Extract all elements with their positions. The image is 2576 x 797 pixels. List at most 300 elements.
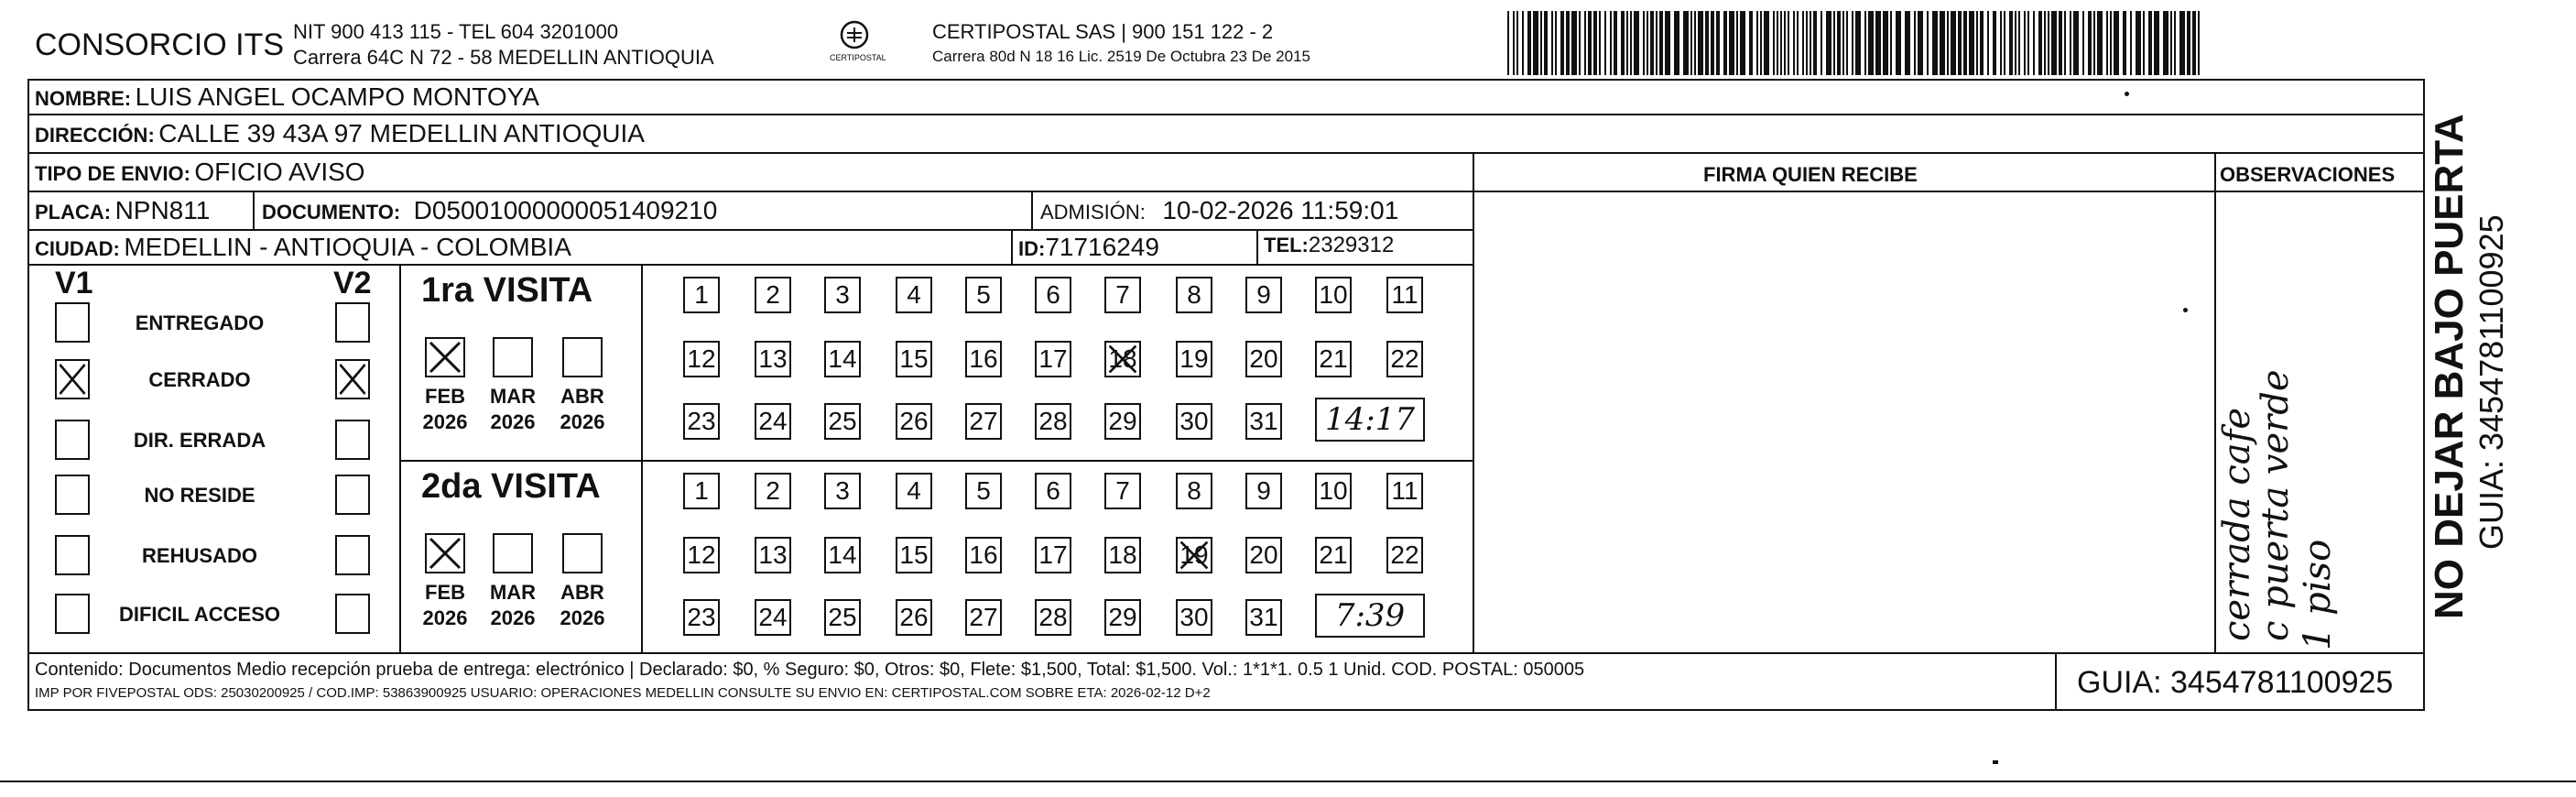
month-checkbox[interactable]: [562, 337, 603, 377]
day-number: 5: [976, 280, 991, 309]
barcode-bar: [1793, 11, 1795, 75]
barcode-bar: [1784, 11, 1786, 75]
barcode-bar: [2097, 11, 2103, 75]
id-value: 71716249: [1045, 233, 1159, 261]
company-name: CONSORCIO ITS: [35, 27, 285, 62]
barcode-bar: [1980, 11, 1984, 75]
day-box[interactable]: [965, 473, 1002, 509]
barcode-bar: [1846, 11, 1848, 75]
day-box[interactable]: [896, 341, 932, 377]
day-number: 27: [969, 407, 998, 435]
day-box[interactable]: [1176, 473, 1212, 509]
day-number: 3: [835, 476, 850, 505]
day-number: 26: [899, 407, 929, 435]
barcode-bar: [2059, 11, 2062, 75]
day-box[interactable]: [683, 599, 720, 636]
barcode-bar: [1940, 11, 1945, 75]
day-box[interactable]: [824, 599, 861, 636]
day-number: 3: [835, 280, 850, 309]
barcode-bar: [1634, 11, 1639, 75]
day-box[interactable]: [1104, 341, 1141, 377]
year-label: 2026: [490, 606, 536, 629]
day-number: 20: [1249, 344, 1278, 373]
barcode-bar: [2064, 11, 2066, 75]
barcode-bar: [1540, 11, 1542, 75]
barcode-bar: [1621, 11, 1625, 75]
barcode-bar: [1932, 11, 1938, 75]
day-number: 31: [1249, 603, 1278, 631]
visit-row-divider: [399, 460, 1474, 462]
barcode-bar: [1683, 11, 1689, 75]
day-number: 23: [687, 603, 716, 631]
placa-label: PLACA:: [35, 201, 112, 224]
day-number: 31: [1249, 407, 1278, 435]
direccion-row: [35, 119, 645, 148]
cell-divider: [1031, 191, 1033, 229]
day-number: 7: [1115, 280, 1130, 309]
day-number: 22: [1390, 540, 1419, 569]
tipo-row: [35, 158, 365, 187]
barcode-bar: [1694, 11, 1696, 75]
day-number: 1: [694, 476, 709, 505]
day-box[interactable]: [683, 473, 720, 509]
day-box[interactable]: [755, 537, 791, 573]
year-label: 2026: [422, 410, 468, 433]
day-box[interactable]: [1315, 473, 1352, 509]
day-box[interactable]: [1315, 277, 1352, 313]
barcode-bar: [2123, 11, 2126, 75]
barcode-bar: [1736, 11, 1738, 75]
day-number: 1: [694, 280, 709, 309]
id-row: [1018, 233, 1159, 262]
barcode-bar: [1837, 11, 1841, 75]
barcode-bar: [1883, 11, 1888, 75]
day-number: 2: [766, 280, 780, 309]
col-divider: [1473, 152, 1474, 654]
ciudad-row: [35, 233, 571, 262]
barcode-bar: [2038, 11, 2042, 75]
day-box[interactable]: [1245, 473, 1282, 509]
barcode-bar: [1674, 11, 1679, 75]
month-checkbox[interactable]: [425, 533, 465, 573]
day-box[interactable]: [896, 537, 932, 573]
month-label: MAR: [489, 385, 537, 408]
day-number: 10: [1319, 476, 1348, 505]
barcode-bar: [2009, 11, 2013, 75]
barcode-bar: [1555, 11, 1557, 75]
status-label: NO RESIDE: [144, 484, 255, 507]
day-box[interactable]: [1386, 277, 1423, 313]
barcode-bar: [1705, 11, 1709, 75]
footer-divider: [2055, 652, 2057, 711]
day-number: 4: [907, 476, 921, 505]
barcode-bar: [1905, 11, 1910, 75]
barcode-bar: [2163, 11, 2168, 75]
barcode-bar: [1868, 11, 1874, 75]
barcode-bar: [1507, 11, 1509, 75]
nombre-row: [35, 82, 539, 112]
barcode-bar: [1810, 11, 1811, 75]
day-box[interactable]: [1035, 473, 1071, 509]
barcode-bar: [1665, 11, 1670, 75]
day-number: 7: [1115, 476, 1130, 505]
day-box[interactable]: [1245, 277, 1282, 313]
day-box[interactable]: [1386, 537, 1423, 573]
visit-time-box[interactable]: 7:39: [1315, 594, 1425, 638]
day-number: 11: [1391, 476, 1418, 505]
row-divider: [27, 191, 2425, 192]
barcode-bar: [1516, 11, 1518, 75]
day-box[interactable]: [1245, 537, 1282, 573]
barcode-bar: [1584, 11, 1586, 75]
day-number: 27: [969, 603, 998, 631]
year-label: 2026: [560, 410, 605, 433]
day-number: 28: [1038, 603, 1068, 631]
barcode-bar: [2033, 11, 2035, 75]
day-number: 29: [1108, 603, 1137, 631]
status-v2-checkbox[interactable]: [335, 302, 370, 343]
month-checkbox[interactable]: [493, 337, 533, 377]
day-number: 12: [687, 344, 716, 373]
day-number: 13: [758, 540, 788, 569]
day-box[interactable]: [755, 341, 791, 377]
barcode-bar: [1566, 11, 1570, 75]
month-label: ABR: [560, 581, 604, 604]
day-number: 19: [1179, 344, 1209, 373]
day-box[interactable]: [1104, 537, 1141, 573]
cell-divider: [253, 191, 255, 229]
day-box[interactable]: [755, 277, 791, 313]
barcode-bar: [2082, 11, 2084, 75]
cell-divider: [1256, 229, 1258, 264]
courier-name: CERTIPOSTAL SAS | 900 151 122 - 2: [932, 20, 1274, 43]
barcode-bar: [2088, 11, 2092, 75]
barcode-bar: [2154, 11, 2159, 75]
barcode-bar: [2073, 11, 2079, 75]
documento-label: DOCUMENTO:: [262, 201, 401, 224]
day-box[interactable]: [1245, 599, 1282, 636]
month-label: FEB: [425, 385, 465, 408]
day-box[interactable]: [1245, 403, 1282, 440]
barcode-bar: [1656, 11, 1658, 75]
barcode-bar: [2148, 11, 2152, 75]
barcode-bar: [1855, 11, 1861, 75]
barcode-bar: [1729, 11, 1734, 75]
day-box[interactable]: [683, 537, 720, 573]
day-box[interactable]: [1386, 341, 1423, 377]
month-label: MAR: [489, 581, 537, 604]
barcode-bar: [2114, 11, 2119, 75]
footer-guia: GUIA: 3454781100925: [2077, 665, 2394, 700]
day-number: 25: [828, 603, 857, 631]
barcode-bar: [2179, 11, 2185, 75]
day-number: 2: [766, 476, 780, 505]
day-box[interactable]: [755, 403, 791, 440]
day-box[interactable]: [1176, 599, 1212, 636]
day-number: 10: [1319, 280, 1348, 309]
barcode-bar: [1821, 11, 1822, 75]
day-number: 8: [1187, 280, 1201, 309]
cell-divider: [1011, 229, 1013, 264]
direccion-label: DIRECCIÓN:: [35, 124, 155, 147]
status-divider: [399, 264, 401, 652]
year-label: 2026: [560, 606, 605, 629]
year-label: 2026: [422, 606, 468, 629]
barcode-bar: [1599, 11, 1601, 75]
barcode-bar: [1788, 11, 1789, 75]
row-divider: [27, 652, 2425, 654]
barcode-bar: [1593, 11, 1597, 75]
barcode-bar: [1698, 11, 1703, 75]
day-number: 8: [1187, 476, 1201, 505]
day-number: 5: [976, 476, 991, 505]
barcode-bar: [1643, 11, 1645, 75]
day-number: 4: [907, 280, 921, 309]
placa-value: NPN811: [114, 196, 211, 224]
month-checkbox[interactable]: [493, 533, 533, 573]
year-label: 2026: [490, 410, 536, 433]
day-box[interactable]: [683, 403, 720, 440]
barcode-bar: [1833, 11, 1835, 75]
barcode-bar: [1711, 11, 1714, 75]
barcode-bar: [2093, 11, 2095, 75]
admision-row: [1040, 196, 1398, 225]
day-number: 23: [687, 407, 716, 435]
barcode-bar: [1890, 11, 1892, 75]
barcode-bar: [1764, 11, 1769, 75]
day-box[interactable]: [1176, 537, 1212, 573]
day-box[interactable]: [1386, 473, 1423, 509]
day-box[interactable]: [824, 403, 861, 440]
documento-row: [262, 196, 717, 225]
barcode-bar: [2187, 11, 2190, 75]
month-checkbox[interactable]: [562, 533, 603, 573]
barcode-bar: [1588, 11, 1592, 75]
barcode-bar: [2110, 11, 2112, 75]
status-v2-checkbox[interactable]: [335, 420, 370, 460]
day-box[interactable]: [1245, 341, 1282, 377]
barcode-bar: [1527, 11, 1531, 75]
side-no-dejar: NO DEJAR BAJO PUERTA: [2427, 114, 2472, 619]
day-number: 26: [899, 603, 929, 631]
barcode-bar: [2143, 11, 2145, 75]
day-number: 20: [1249, 540, 1278, 569]
day-number: 22: [1390, 344, 1419, 373]
nombre-label: NOMBRE:: [35, 87, 132, 110]
day-box[interactable]: [965, 277, 1002, 313]
month-label: ABR: [560, 385, 604, 408]
obs-line-3: 1 piso: [2297, 539, 2339, 650]
barcode-bar: [1963, 11, 1967, 75]
barcode-bar: [2192, 11, 2196, 75]
barcode-bar: [1802, 11, 1804, 75]
footer-line-1: Contenido: Documentos Medio recepción prueba de entrega: electrónico | Declarado: $0, % Seguro: $0, Otros: $0, Flete: $1,500, Total: $1,500. Vol.: 1*1*1. 0.5 1 Unid. COD. POSTAL: 050005: [35, 660, 1585, 680]
day-box[interactable]: [965, 537, 1002, 573]
day-number: 30: [1179, 603, 1209, 631]
row-divider: [27, 114, 2425, 115]
day-number: 15: [899, 540, 929, 569]
company-nit-tel: NIT 900 413 115 - TEL 604 3201000: [293, 20, 619, 43]
barcode-bar: [1987, 11, 1989, 75]
day-box[interactable]: [1176, 341, 1212, 377]
day-number: 9: [1256, 280, 1271, 309]
barcode-bar: [2170, 11, 2172, 75]
day-box[interactable]: [824, 537, 861, 573]
day-box[interactable]: [1315, 537, 1352, 573]
day-number: 18: [1108, 344, 1137, 373]
tel-value: 2329312: [1308, 233, 1395, 257]
status-label: ENTREGADO: [135, 311, 265, 334]
day-number: 14: [828, 344, 857, 373]
day-box[interactable]: [1035, 403, 1071, 440]
nombre-value: LUIS ANGEL OCAMPO MONTOYA: [135, 82, 539, 111]
barcode-bar: [1777, 11, 1778, 75]
barcode: [1507, 11, 2203, 75]
day-box[interactable]: [1035, 277, 1071, 313]
day-number: 29: [1108, 407, 1137, 435]
barcode-bar: [2198, 11, 2200, 75]
barcode-bar: [1914, 11, 1916, 75]
barcode-bar: [1756, 11, 1758, 75]
month-checkbox[interactable]: [425, 337, 465, 377]
barcode-bar: [1780, 11, 1782, 75]
day-number: 21: [1319, 344, 1348, 373]
day-box[interactable]: [1035, 341, 1071, 377]
barcode-bar: [1969, 11, 1974, 75]
day-number: 19: [1179, 540, 1209, 569]
visit-time-box[interactable]: 14:17: [1315, 398, 1425, 442]
barcode-bar: [1773, 11, 1775, 75]
day-box[interactable]: [965, 403, 1002, 440]
barcode-bar: [1626, 11, 1628, 75]
barcode-bar: [2024, 11, 2026, 75]
barcode-bar: [2136, 11, 2141, 75]
day-box[interactable]: [824, 277, 861, 313]
barcode-bar: [1749, 11, 1753, 75]
day-box[interactable]: [1176, 277, 1212, 313]
barcode-bar: [2174, 11, 2176, 75]
day-number: 17: [1038, 540, 1068, 569]
placa-row: [35, 196, 210, 225]
certipostal-logo-text: CERTIPOSTAL: [830, 53, 886, 62]
day-box[interactable]: [1104, 277, 1141, 313]
ciudad-value: MEDELLIN - ANTIOQUIA - COLOMBIA: [124, 233, 571, 261]
day-box[interactable]: [1035, 537, 1071, 573]
barcode-bar: [1951, 11, 1956, 75]
day-box[interactable]: [824, 473, 861, 509]
id-label: ID:: [1018, 237, 1046, 260]
courier-address: Carrera 80d N 18 16 Lic. 2519 De Octubra 23 De 2015: [932, 48, 1310, 65]
barcode-bar: [1604, 11, 1606, 75]
day-number: 24: [758, 603, 788, 631]
day-box[interactable]: [965, 599, 1002, 636]
barcode-bar: [1927, 11, 1929, 75]
barcode-bar: [1896, 11, 1901, 75]
barcode-bar: [1647, 11, 1648, 75]
day-box[interactable]: [755, 473, 791, 509]
tipo-value: OFICIO AVISO: [194, 158, 365, 186]
barcode-bar: [1614, 11, 1617, 75]
barcode-bar: [1797, 11, 1799, 75]
barcode-bar: [1958, 11, 1962, 75]
day-box[interactable]: [1035, 599, 1071, 636]
barcode-bar: [2004, 11, 2005, 75]
admision-label: ADMISIÓN:: [1040, 201, 1146, 224]
status-v2-checkbox[interactable]: [335, 535, 370, 575]
day-box[interactable]: [1104, 473, 1141, 509]
day-number: 17: [1038, 344, 1068, 373]
barcode-bar: [1842, 11, 1844, 75]
signature-dot: [2183, 308, 2188, 312]
day-box[interactable]: [683, 341, 720, 377]
day-number: 15: [899, 344, 929, 373]
barcode-bar: [2130, 11, 2132, 75]
ciudad-label: CIUDAD:: [35, 237, 120, 260]
barcode-bar: [1947, 11, 1949, 75]
day-box[interactable]: [1315, 341, 1352, 377]
barcode-bar: [1610, 11, 1612, 75]
day-number: 13: [758, 344, 788, 373]
visit-divider: [641, 264, 643, 652]
row-divider: [27, 152, 2425, 154]
barcode-bar: [2048, 11, 2049, 75]
stray-mark: [1993, 760, 1998, 764]
day-box[interactable]: [1104, 403, 1141, 440]
day-number: 28: [1038, 407, 1068, 435]
status-v2-checkbox[interactable]: [335, 594, 370, 634]
day-box[interactable]: [896, 473, 932, 509]
barcode-bar: [1918, 11, 1923, 75]
barcode-bar: [1544, 11, 1548, 75]
barcode-bar: [1760, 11, 1762, 75]
barcode-bar: [2044, 11, 2046, 75]
barcode-bar: [2106, 11, 2108, 75]
visit-title: 2da VISITA: [421, 467, 601, 506]
barcode-bar: [1513, 11, 1515, 75]
barcode-bar: [1993, 11, 1996, 75]
barcode-bar: [2070, 11, 2071, 75]
tipo-label: TIPO DE ENVIO:: [35, 162, 190, 185]
status-label: REHUSADO: [142, 544, 257, 567]
day-box[interactable]: [755, 599, 791, 636]
direccion-value: CALLE 39 43A 97 MEDELLIN ANTIOQUIA: [158, 119, 645, 147]
day-box[interactable]: [896, 403, 932, 440]
barcode-bar: [1806, 11, 1808, 75]
day-box[interactable]: [1104, 599, 1141, 636]
day-box[interactable]: [896, 599, 932, 636]
barcode-bar: [1864, 11, 1866, 75]
day-box[interactable]: [683, 277, 720, 313]
barcode-bar: [2015, 11, 2016, 75]
day-number: 16: [969, 540, 998, 569]
barcode-bar: [1560, 11, 1564, 75]
day-number: 6: [1046, 280, 1060, 309]
tel-label: TEL:: [1264, 234, 1309, 257]
barcode-bar: [1740, 11, 1745, 75]
day-number: 24: [758, 407, 788, 435]
day-box[interactable]: [1176, 403, 1212, 440]
day-box[interactable]: [965, 341, 1002, 377]
status-v2-checkbox[interactable]: [335, 359, 370, 399]
day-box[interactable]: [896, 277, 932, 313]
barcode-bar: [1976, 11, 1978, 75]
day-number: 6: [1046, 476, 1060, 505]
status-v2-checkbox[interactable]: [335, 475, 370, 515]
firma-header: FIRMA QUIEN RECIBE: [1703, 163, 1918, 186]
observaciones-header: OBSERVACIONES: [2220, 163, 2396, 186]
barcode-bar: [1579, 11, 1581, 75]
day-box[interactable]: [824, 341, 861, 377]
